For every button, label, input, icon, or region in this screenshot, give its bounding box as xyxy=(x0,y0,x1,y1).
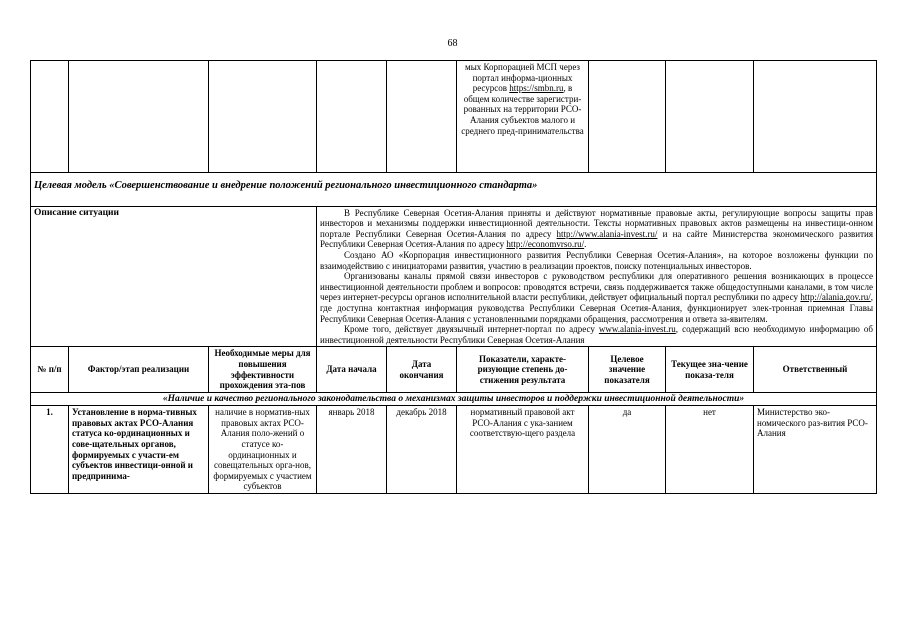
situation-paragraph: Создано АО «Корпорация инвестиционного развития Республики Северная Осетия-Алания», на которое возложены функции по взаимодействию с инициаторами развития, участию в реализации проектов, поиску потенциальных инвесторов. xyxy=(320,249,873,271)
cell-empty xyxy=(589,61,666,173)
cell-empty xyxy=(209,61,317,173)
strategy-table xyxy=(30,60,877,494)
section-row xyxy=(31,392,877,406)
situation-row xyxy=(31,206,877,347)
table-row xyxy=(31,406,877,494)
cell-empty xyxy=(69,61,209,173)
alania-gov-link[interactable]: http://alania.gov.ru/ xyxy=(800,292,871,303)
situation-label: Описание ситуации xyxy=(31,206,317,347)
row-factor: Установление в норма-тивных правовых актах РСО-Алания статуса ко-ординационных и сове-щательных органов, формируемых с участи-ем субъектов инвестици-онной и предпринима- xyxy=(69,406,209,494)
row-current: нет xyxy=(666,406,754,494)
header-indicators: Показатели, характе-ризующие степень до-стижения результата xyxy=(457,347,589,392)
row-indicators: нормативный правовой акт РСО-Алания с ука-занием соответствую-щего раздела xyxy=(457,406,589,494)
alania-invest-portal-link[interactable]: www.alania-invest.ru xyxy=(598,324,676,335)
cell-empty xyxy=(317,61,387,173)
header-current: Текущее зна-чение показа-теля xyxy=(666,347,754,392)
header-measures: Необходимые меры для повышения эффективности прохождения эта-пов xyxy=(209,347,317,392)
page-number: 68 xyxy=(447,38,458,49)
row-start-date: январь 2018 xyxy=(317,406,387,494)
row-target: да xyxy=(589,406,666,494)
header-end: Дата окончания xyxy=(387,347,457,392)
row-num: 1. xyxy=(31,406,69,494)
cell-empty xyxy=(31,61,69,173)
section-title: «Наличие и качество регионального законодательства о механизмах защиты инвесторов и поддержки инвестиционной деятельности» xyxy=(31,392,877,406)
header-num: № п/п xyxy=(31,347,69,392)
indicators-cell xyxy=(457,61,589,173)
cell-empty xyxy=(666,61,754,173)
header-responsible: Ответственный xyxy=(754,347,877,392)
table-header-row xyxy=(31,347,877,392)
situation-description: В Республике Северная Осетия-Алания приняты и действуют нормативные правовые акты, регулирующие вопросы защиты прав инвесторов и механизмы поддержки инвестиционной деятельности. Тексты нормативных правовых актов размещены на инвестици-онном портале Республики Северная Осетия-Алания по адресу http://www.alania-invest.ru/ и на сайте Министерства экономического развития Республики Северная Осетия-Алания по адресу http://economvrso.ru/. Создано АО «Корпорация инвестиционного развития Республики Северная Осетия-Алания», на которое возложены функции по взаимодействию с инициаторами развития, участию в реализации проектов, поиску потенциальных инвесторов. Организованы каналы прямой связи инвесторов с руководством республики для оперативного решения возникающих в процессе инвестиционной деятельности проблем и вопросов: проводятся встречи, связь поддерживается также общедоступными каналами, в том числе через интернет-ресурсы органов исполнительной власти республики, действует официальный портал республики по адресу http://alania.gov.ru/, где доступна контактная информация руководства Республики Северная Осетия-Алания, функционирует элек-тронная приемная Главы Республики Северная Осетия-Алания с установленными порядками обращения, рассмотрения и ответа за-явителям. Кроме того, действует двуязычный интернет-портал по адресу www.alania-invest.ru, содержащий всю необходимую информацию об инвестиционной деятельности Республики Северная Осетия-Алания xyxy=(317,206,877,347)
row-end-date: декабрь 2018 xyxy=(387,406,457,494)
top-continuation-row xyxy=(31,61,877,173)
header-start: Дата начала xyxy=(317,347,387,392)
cell-empty xyxy=(387,61,457,173)
cell-empty xyxy=(754,61,877,173)
row-responsible: Министерство эко-номического раз-вития РСО-Алания xyxy=(754,406,877,494)
target-model-title: Целевая модель «Совершенствование и внедрение положений регионального инвестиционного стандарта» xyxy=(31,173,877,207)
header-factor: Фактор/этап реализации xyxy=(69,347,209,392)
alania-invest-link[interactable]: http://www.alania-invest.ru/ xyxy=(556,228,658,239)
row-measures: наличие в норматив-ных правовых актах РСО-Алания поло-жений о статусе ко-ординационных и совещательных орга-нов, формируемых с участием субъектов xyxy=(209,406,317,494)
target-model-row xyxy=(31,173,877,207)
smbn-link[interactable]: https://smbn.ru xyxy=(509,83,564,94)
indicators-text: мых Корпорацией МСП через портал информа-ционных ресурсов xyxy=(465,62,580,94)
indicators-text: , в общем количестве зарегистри-рованных на территории РСО-Алания субъектов малого и среднего пред-принимательства xyxy=(461,83,584,136)
header-target: Целевое значение показателя xyxy=(589,347,666,392)
economvrso-link[interactable]: http://economvrso.ru/ xyxy=(506,239,585,250)
